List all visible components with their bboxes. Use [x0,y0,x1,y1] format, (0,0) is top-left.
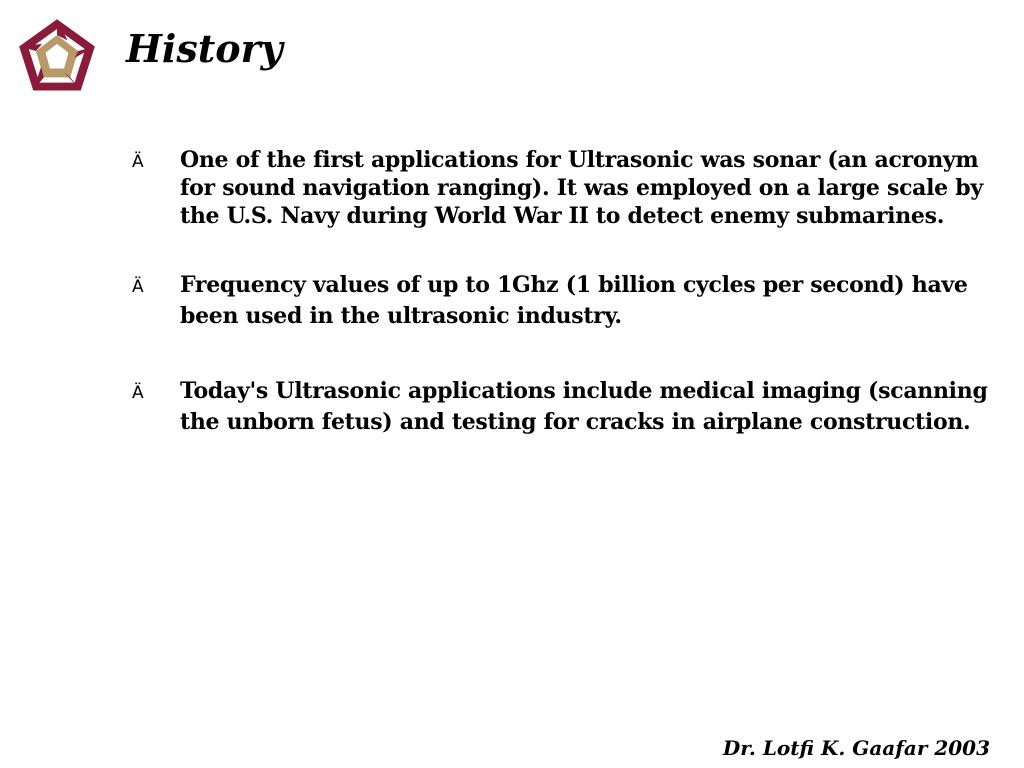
bullet-item [130,146,990,230]
bullet-marker-icon: Ä [132,152,144,172]
bullet-marker-icon: Ä [132,383,144,403]
bullet-marker-icon: Ä [132,277,144,297]
pentagon-star-logo-icon [10,14,104,102]
bullet-item [130,270,990,332]
footer-author: Dr. Lotfi K. Gaafar 2003 [722,736,990,760]
slide-title: History [126,26,283,71]
bullet-list [130,146,990,438]
bullet-text: Frequency values of up to 1Ghz (1 billion cycles per second) have been used in the ultrasonic industry. [180,272,968,329]
bullet-item [130,376,990,438]
bullet-text: One of the first applications for Ultrasonic was sonar (an acronym for sound navigation ranging). It was employed on a large scale by the U.S. Navy during World War II to detect enemy submarines. [180,147,983,229]
bullet-text: Today's Ultrasonic applications include medical imaging (scanning the unborn fetus) and testing for cracks in airplane construction. [180,378,988,435]
